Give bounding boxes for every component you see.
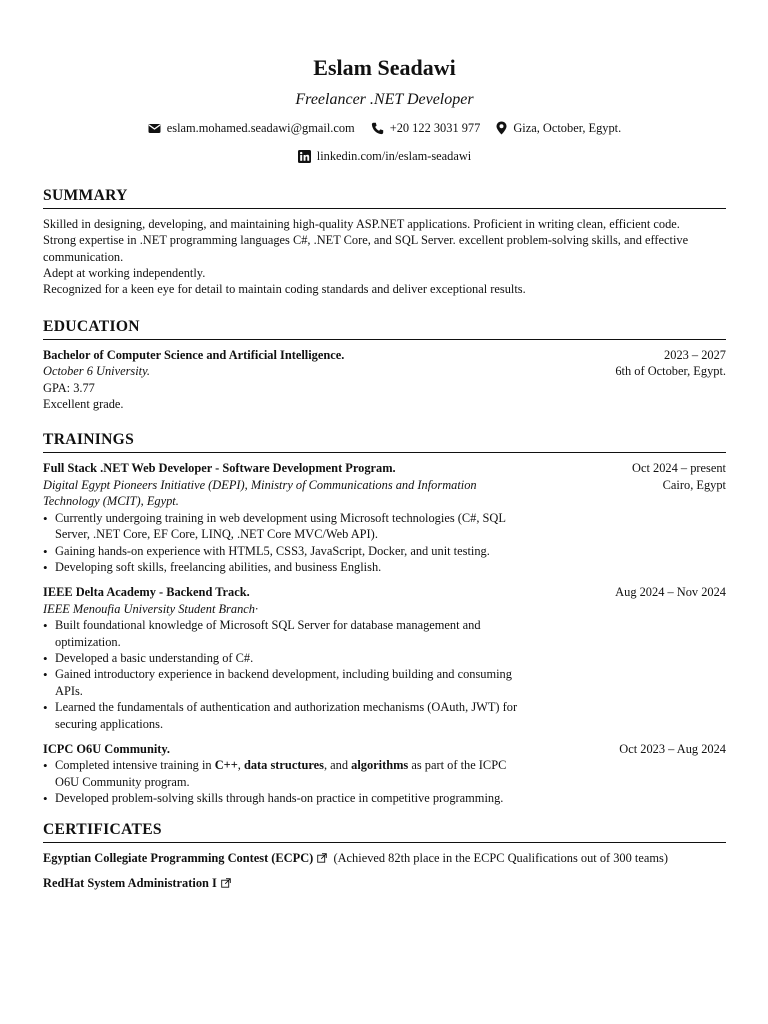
map-pin-icon	[496, 121, 507, 135]
bullet-text: , and	[323, 758, 352, 773]
location-contact	[496, 120, 621, 136]
training-title: ICPC O6U Community.	[43, 741, 171, 756]
training-title: IEEE Delta Academy - Backend Track.	[43, 585, 250, 600]
training-header	[43, 584, 726, 600]
summary-line: Strong expertise in .NET programming languages C#, .NET Core, and SQL Server. excellent problem-solving skills, and effective communication.	[43, 233, 689, 264]
bullet-item: • Learned the fundamentals of authentication and authorization mechanisms (OAuth, JWT) for securing applications.	[43, 699, 533, 732]
section-divider	[43, 842, 726, 843]
training-dates: Oct 2024 – present	[632, 461, 726, 476]
contact-row	[43, 120, 726, 136]
phone-contact[interactable]	[371, 120, 481, 136]
bullet-text: as part of the ICPC O6U Community program.	[55, 758, 507, 789]
email-text: eslam.mohamed.seadawi@gmail.com	[166, 121, 355, 135]
grade: Excellent grade.	[43, 397, 124, 412]
external-link-icon[interactable]	[317, 853, 327, 863]
training-title: Full Stack .NET Web Developer - Software Development Program.	[43, 461, 396, 476]
training-org: IEEE Menoufia University Student Branch·	[43, 601, 259, 616]
gpa: GPA: 3.77	[43, 380, 95, 395]
bullet-item: • Developed problem-solving skills through hands-on practice in competitive programming.	[43, 790, 533, 806]
resume-page	[43, 0, 726, 891]
education-row-1	[43, 347, 726, 363]
certificate-note: (Achieved 82th place in the ECPC Qualifications out of 300 teams)	[333, 850, 668, 865]
training-entry	[43, 584, 726, 732]
training-location: Cairo, Egypt	[662, 477, 726, 492]
education-section	[43, 317, 726, 413]
degree: Bachelor of Computer Science and Artificial Intelligence.	[43, 347, 345, 362]
training-org: Digital Egypt Pioneers Initiative (DEPI), Ministry of Communications and Information Technology (MCIT), Egypt.	[43, 477, 477, 509]
linkedin-text: linkedin.com/in/eslam-seadawi	[316, 149, 472, 164]
bullet-text: ,	[237, 758, 244, 773]
education-location: 6th of October, Egypt.	[615, 364, 726, 379]
bullet-text: Completed intensive training in	[55, 758, 215, 773]
training-dates: Aug 2024 – Nov 2024	[615, 585, 726, 600]
section-divider	[43, 452, 726, 453]
training-entry	[43, 460, 726, 575]
certificate-name[interactable]: Egyptian Collegiate Programming Contest (ECPC)	[43, 850, 314, 865]
training-header	[43, 460, 726, 476]
training-bullets	[43, 757, 533, 806]
section-divider	[43, 208, 726, 209]
phone-text: +20 122 3031 977	[389, 121, 481, 135]
training-bullets	[43, 617, 533, 732]
summary-line: Skilled in designing, developing, and maintaining high-quality ASP.NET applications. Proficient in writing clean, efficient code.	[43, 216, 680, 231]
trainings-section	[43, 430, 726, 806]
external-link-icon[interactable]	[221, 878, 231, 888]
training-dates: Oct 2023 – Aug 2024	[619, 741, 726, 756]
bullet-item: • Currently undergoing training in web development using Microsoft technologies (C#, SQL Server, .NET Core, EF Core, LINQ, .NET Core MVC/Web API).	[43, 510, 533, 543]
candidate-title: Freelancer .NET Developer	[295, 91, 474, 108]
summary-section	[43, 186, 726, 298]
contact-row-2	[43, 148, 726, 164]
school: October 6 University.	[43, 364, 151, 379]
envelope-icon	[148, 123, 161, 134]
linkedin-icon	[298, 150, 311, 163]
certificate-item	[43, 875, 726, 891]
bullet-item: • Gained introductory experience in backend development, including building and consuming APIs.	[43, 666, 533, 699]
bullet-item	[43, 757, 533, 790]
bullet-item: • Gaining hands-on experience with HTML5, CSS3, JavaScript, Docker, and unit testing.	[43, 543, 533, 559]
email-contact[interactable]	[148, 120, 355, 136]
certificates-section	[43, 820, 726, 892]
bullet-bold: C++	[214, 758, 238, 773]
education-row-2	[43, 363, 726, 379]
summary-line: Recognized for a keen eye for detail to maintain coding standards and deliver exceptional results.	[43, 282, 526, 297]
linkedin-contact[interactable]	[298, 148, 472, 164]
certificate-name[interactable]: RedHat System Administration I	[43, 876, 217, 890]
summary-heading: SUMMARY	[43, 186, 128, 204]
summary-line: Adept at working independently.	[43, 266, 206, 281]
education-heading: EDUCATION	[43, 317, 140, 335]
certificates-heading: CERTIFICATES	[43, 820, 162, 838]
trainings-heading: TRAININGS	[43, 431, 135, 449]
phone-icon	[371, 122, 384, 135]
bullet-item: • Developing soft skills, freelancing abilities, and business English.	[43, 559, 533, 575]
bullet-item: • Built foundational knowledge of Microsoft SQL Server for database management and optimization.	[43, 617, 533, 650]
candidate-name: Eslam Seadawi	[313, 55, 456, 80]
training-entry	[43, 741, 726, 807]
bullet-item: • Developed a basic understanding of C#.	[43, 650, 533, 666]
education-dates: 2023 – 2027	[664, 347, 726, 362]
bullet-bold: algorithms	[351, 758, 409, 773]
training-bullets	[43, 510, 533, 576]
certificate-item	[43, 850, 726, 866]
bullet-bold: data structures	[243, 758, 324, 773]
section-divider	[43, 339, 726, 340]
location-text: Giza, October, Egypt.	[513, 121, 622, 135]
training-subheader	[43, 477, 726, 510]
training-header	[43, 741, 726, 757]
